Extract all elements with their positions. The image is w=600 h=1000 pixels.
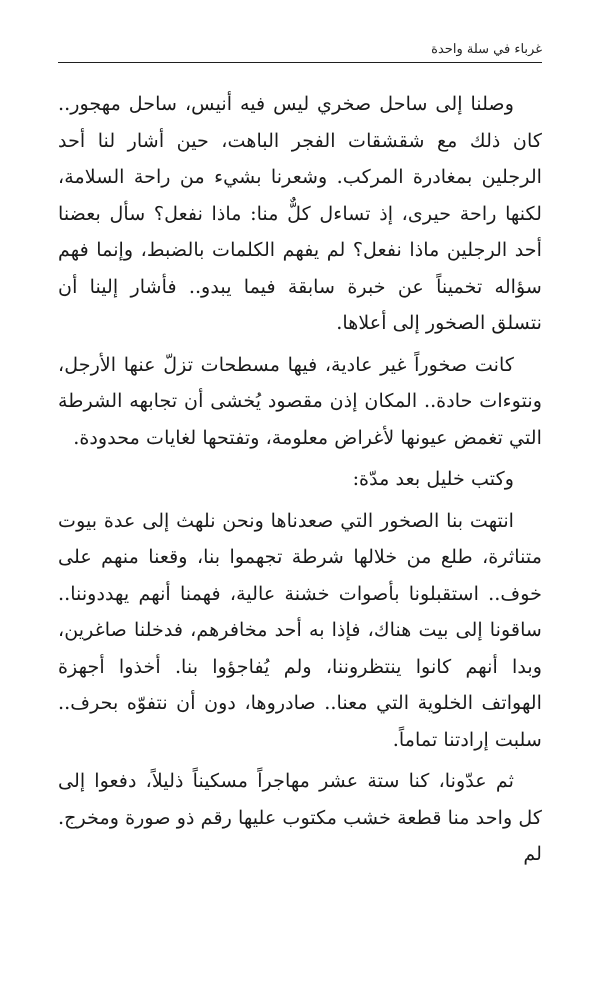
running-header [58, 38, 542, 63]
running-title: غرباء في سلة واحدة [431, 42, 542, 57]
paragraph-3: وكتب خليل بعد مدّة: [352, 467, 514, 490]
body-text [58, 86, 542, 873]
paragraph-5: ثم عدّونا، كنا ستة عشر مهاجراً مسكيناً ذليلاً، دفعوا إلى كل واحد منا قطعة خشب مكتوب عليها رقم ذو صورة ومخرج. لم [58, 769, 542, 865]
paragraph-1: وصلنا إلى ساحل صخري ليس فيه أنيس، ساحل مهجور.. كان ذلك مع شقشقات الفجر الباهت، حين أشار لنا أحد الرجلين بمغادرة المركب. وشعرنا بشيء من راحة السلامة، لكنها راحة حيرى، إذ تساءل كلٌّ منا: ماذا نفعل؟ سأل بعضنا أحد الرجلين ماذا نفعل؟ لم يفهم الكلمات بالضبط، وإنما فهم سؤاله تخميناً عن خبرة سابقة فيما يبدو.. فأشار إلينا أن نتسلق الصخور إلى أعلاها. [58, 92, 542, 334]
paragraph-2: كانت صخوراً غير عادية، فيها مسطحات تزلّ عنها الأرجل، ونتوءات حادة.. المكان إذن مقصود يُخشى أن تجابهه الشرطة التي تغمض عيونها لأغراض معلومة، وتفتحها لغايات محدودة. [58, 352, 542, 449]
paragraph-4: انتهت بنا الصخور التي صعدناها ونحن نلهث إلى عدة بيوت متناثرة، طلع من خلالها شرطة تجهموا بنا، وقعنا منهم على خوف.. استقبلونا بأصوات خشنة عالية، فهمنا أنهم يهددوننا.. ساقونا إلى بيت هناك، فإذا به أحد مخافرهم، فدخلنا صاغرين، وبدا أنهم كانوا ينتظروننا، ولم يُفاجؤوا بنا. أخذوا أجهزة الهواتف الخلوية التي معنا.. صادروها، دون أن نتفوّه بحرف.. سلبت إرادتنا تماماً. [58, 508, 542, 751]
